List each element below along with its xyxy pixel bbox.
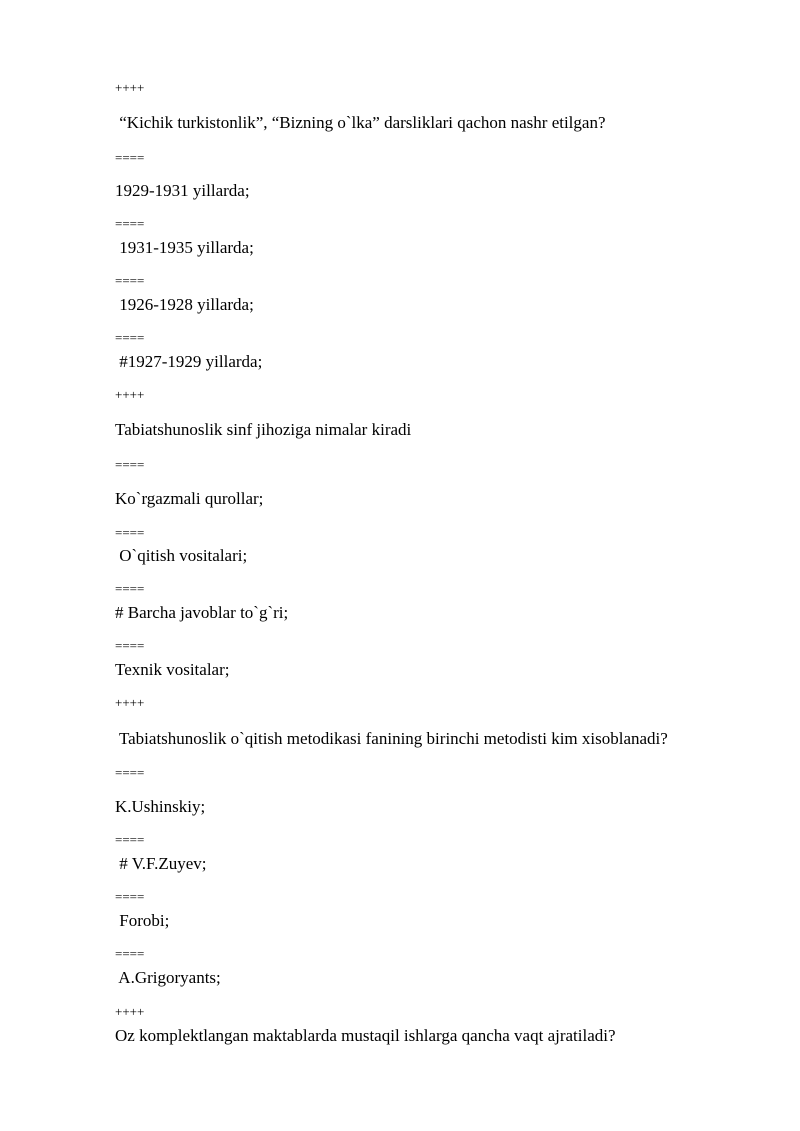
question-text: “Kichik turkistonlik”, “Bizning o`lka” darsliklari qachon nashr etilgan? [115,113,606,132]
question-separator: ++++ [115,695,145,710]
answer-option-correct: # V.F.Zuyev; [115,854,207,873]
answer-option: Texnik vositalar; [115,660,230,679]
answer-separator: ==== [115,273,145,288]
answer-option-correct: # Barcha javoblar to`g`ri; [115,603,289,622]
answer-option: 1926-1928 yillarda; [115,295,254,314]
answer-separator: ==== [115,638,145,653]
answer-option: O`qitish vositalari; [115,546,248,565]
answer-separator: ==== [115,832,145,847]
answer-option: A.Grigoryants; [115,968,221,987]
answer-separator: ==== [115,765,145,780]
answer-option: Forobi; [115,911,170,930]
answer-separator: ==== [115,946,145,961]
answer-separator: ==== [115,889,145,904]
answer-separator: ==== [115,330,145,345]
answer-separator: ==== [115,457,145,472]
answer-option: 1929-1931 yillarda; [115,181,250,200]
answer-separator: ==== [115,525,145,540]
question-separator: ++++ [115,387,145,402]
question-separator: ++++ [115,1004,145,1019]
answer-option: Ko`rgazmali qurollar; [115,489,264,508]
question-text: Tabiatshunoslik o`qitish metodikasi fanining birinchi metodisti kim xisoblanadi? [115,729,668,748]
question-text: Tabiatshunoslik sinf jihoziga nimalar kiradi [115,420,412,439]
question-separator: ++++ [115,80,145,95]
answer-separator: ==== [115,216,145,231]
answer-option-correct: #1927-1929 yillarda; [115,352,263,371]
question-text: Oz komplektlangan maktablarda mustaqil ishlarga qancha vaqt ajratiladi? [115,1026,616,1045]
answer-option: 1931-1935 yillarda; [115,238,254,257]
answer-option: K.Ushinskiy; [115,797,206,816]
answer-separator: ==== [115,581,145,596]
answer-separator: ==== [115,150,145,165]
